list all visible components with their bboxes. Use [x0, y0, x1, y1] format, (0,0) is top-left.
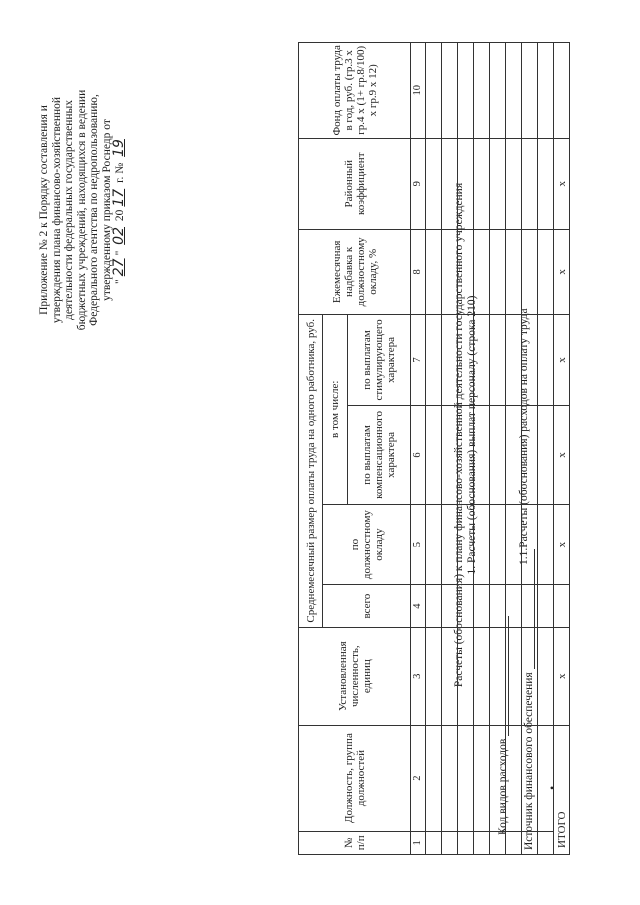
table-row: [522, 43, 538, 855]
header-count: Установленная численность, единиц: [299, 627, 411, 725]
date-year: 17: [111, 188, 127, 207]
column-number: 6: [411, 406, 426, 505]
table-row: [458, 43, 474, 855]
date-month: 02: [111, 227, 127, 245]
table-row: [442, 43, 458, 855]
appendix-line: утверждения плана финансово-хозяйственной: [50, 96, 63, 324]
column-number: 7: [411, 314, 426, 405]
header-bonus: Ежемесячная надбавка к должностному окладу, %: [299, 229, 411, 314]
kod-label: Код видов расходов: [497, 738, 509, 835]
payroll-table: [298, 42, 570, 855]
header-position: Должность, группа должностей: [299, 725, 411, 831]
header-by-salary: по должностному окладу: [323, 504, 411, 585]
appendix-line: Приложение № 2 к Порядку составления и: [38, 105, 50, 315]
column-number: 8: [411, 229, 426, 314]
bullet-mark: •: [545, 785, 559, 790]
itogo-row: [554, 43, 570, 855]
date-year-prefix: 20: [114, 209, 126, 222]
appendix-line: Федерального агентства по недропользованию,: [88, 94, 100, 326]
header-including: в том числе:: [323, 314, 347, 504]
itogo-cell: [554, 585, 570, 627]
column-number: 5: [411, 504, 426, 585]
itogo-cell: х: [554, 627, 570, 725]
header-fund: Фонд оплаты труда в год, руб. (гр.3 х гр.4 х (1+ гр.8/100) х гр.9 х 12): [299, 43, 411, 139]
section-title: 1. Расчеты (обоснования) выплат персоналу (строка 210): [466, 295, 478, 575]
itogo-cell: х: [554, 229, 570, 314]
appendix-header: [38, 60, 127, 360]
header-avg-pay: Среднемесячный размер оплаты труда на одного работника, руб.: [299, 314, 323, 627]
table-row: [538, 43, 554, 855]
document-title: Расчеты (обоснования) к плану финансово-хозяйственной деятельности государственного учреждения: [453, 182, 465, 688]
table-row: [474, 43, 490, 855]
header-num: № п/п: [299, 831, 411, 854]
column-number: 10: [411, 43, 426, 139]
date-number: 19: [111, 139, 127, 157]
table-row: [490, 43, 506, 855]
date-suffix: г. №: [114, 162, 126, 183]
column-numbers-row: [411, 43, 426, 855]
table-row: [506, 43, 522, 855]
column-number: 1: [411, 831, 426, 854]
itogo-cell: х: [554, 314, 570, 405]
column-number: 2: [411, 725, 426, 831]
date-quote: ": [114, 279, 126, 284]
column-number: 4: [411, 585, 426, 627]
appendix-date: [113, 60, 127, 360]
header-total: всего: [323, 585, 411, 627]
itogo-cell: х: [554, 406, 570, 505]
table-row: [426, 43, 442, 855]
itogo-cell: х: [554, 504, 570, 585]
subsection-title: 1.1.Расчеты (обоснования) расходов на оплату труда: [518, 308, 530, 565]
date-quote: ": [114, 250, 126, 256]
header-region-coef: Районный коэффициент: [299, 138, 411, 229]
istochnik-label: Источник финансового обеспечения: [523, 672, 535, 850]
column-number: 3: [411, 627, 426, 725]
itogo-cell: х: [554, 138, 570, 229]
column-number: 9: [411, 138, 426, 229]
appendix-line: утвержденному приказом Роснедр от: [100, 119, 113, 301]
date-day: 27: [111, 258, 127, 277]
header-compensation: по выплатам компенсационного характера: [347, 406, 410, 505]
itogo-label: ИТОГО: [554, 725, 570, 854]
header-stimulating: по выплатам стимулирующего характера: [347, 314, 410, 405]
appendix-line: деятельности федеральных государственных: [63, 99, 75, 321]
itogo-cell: [554, 43, 570, 139]
appendix-line: бюджетных учреждений, находящихся в ведении: [75, 89, 88, 331]
